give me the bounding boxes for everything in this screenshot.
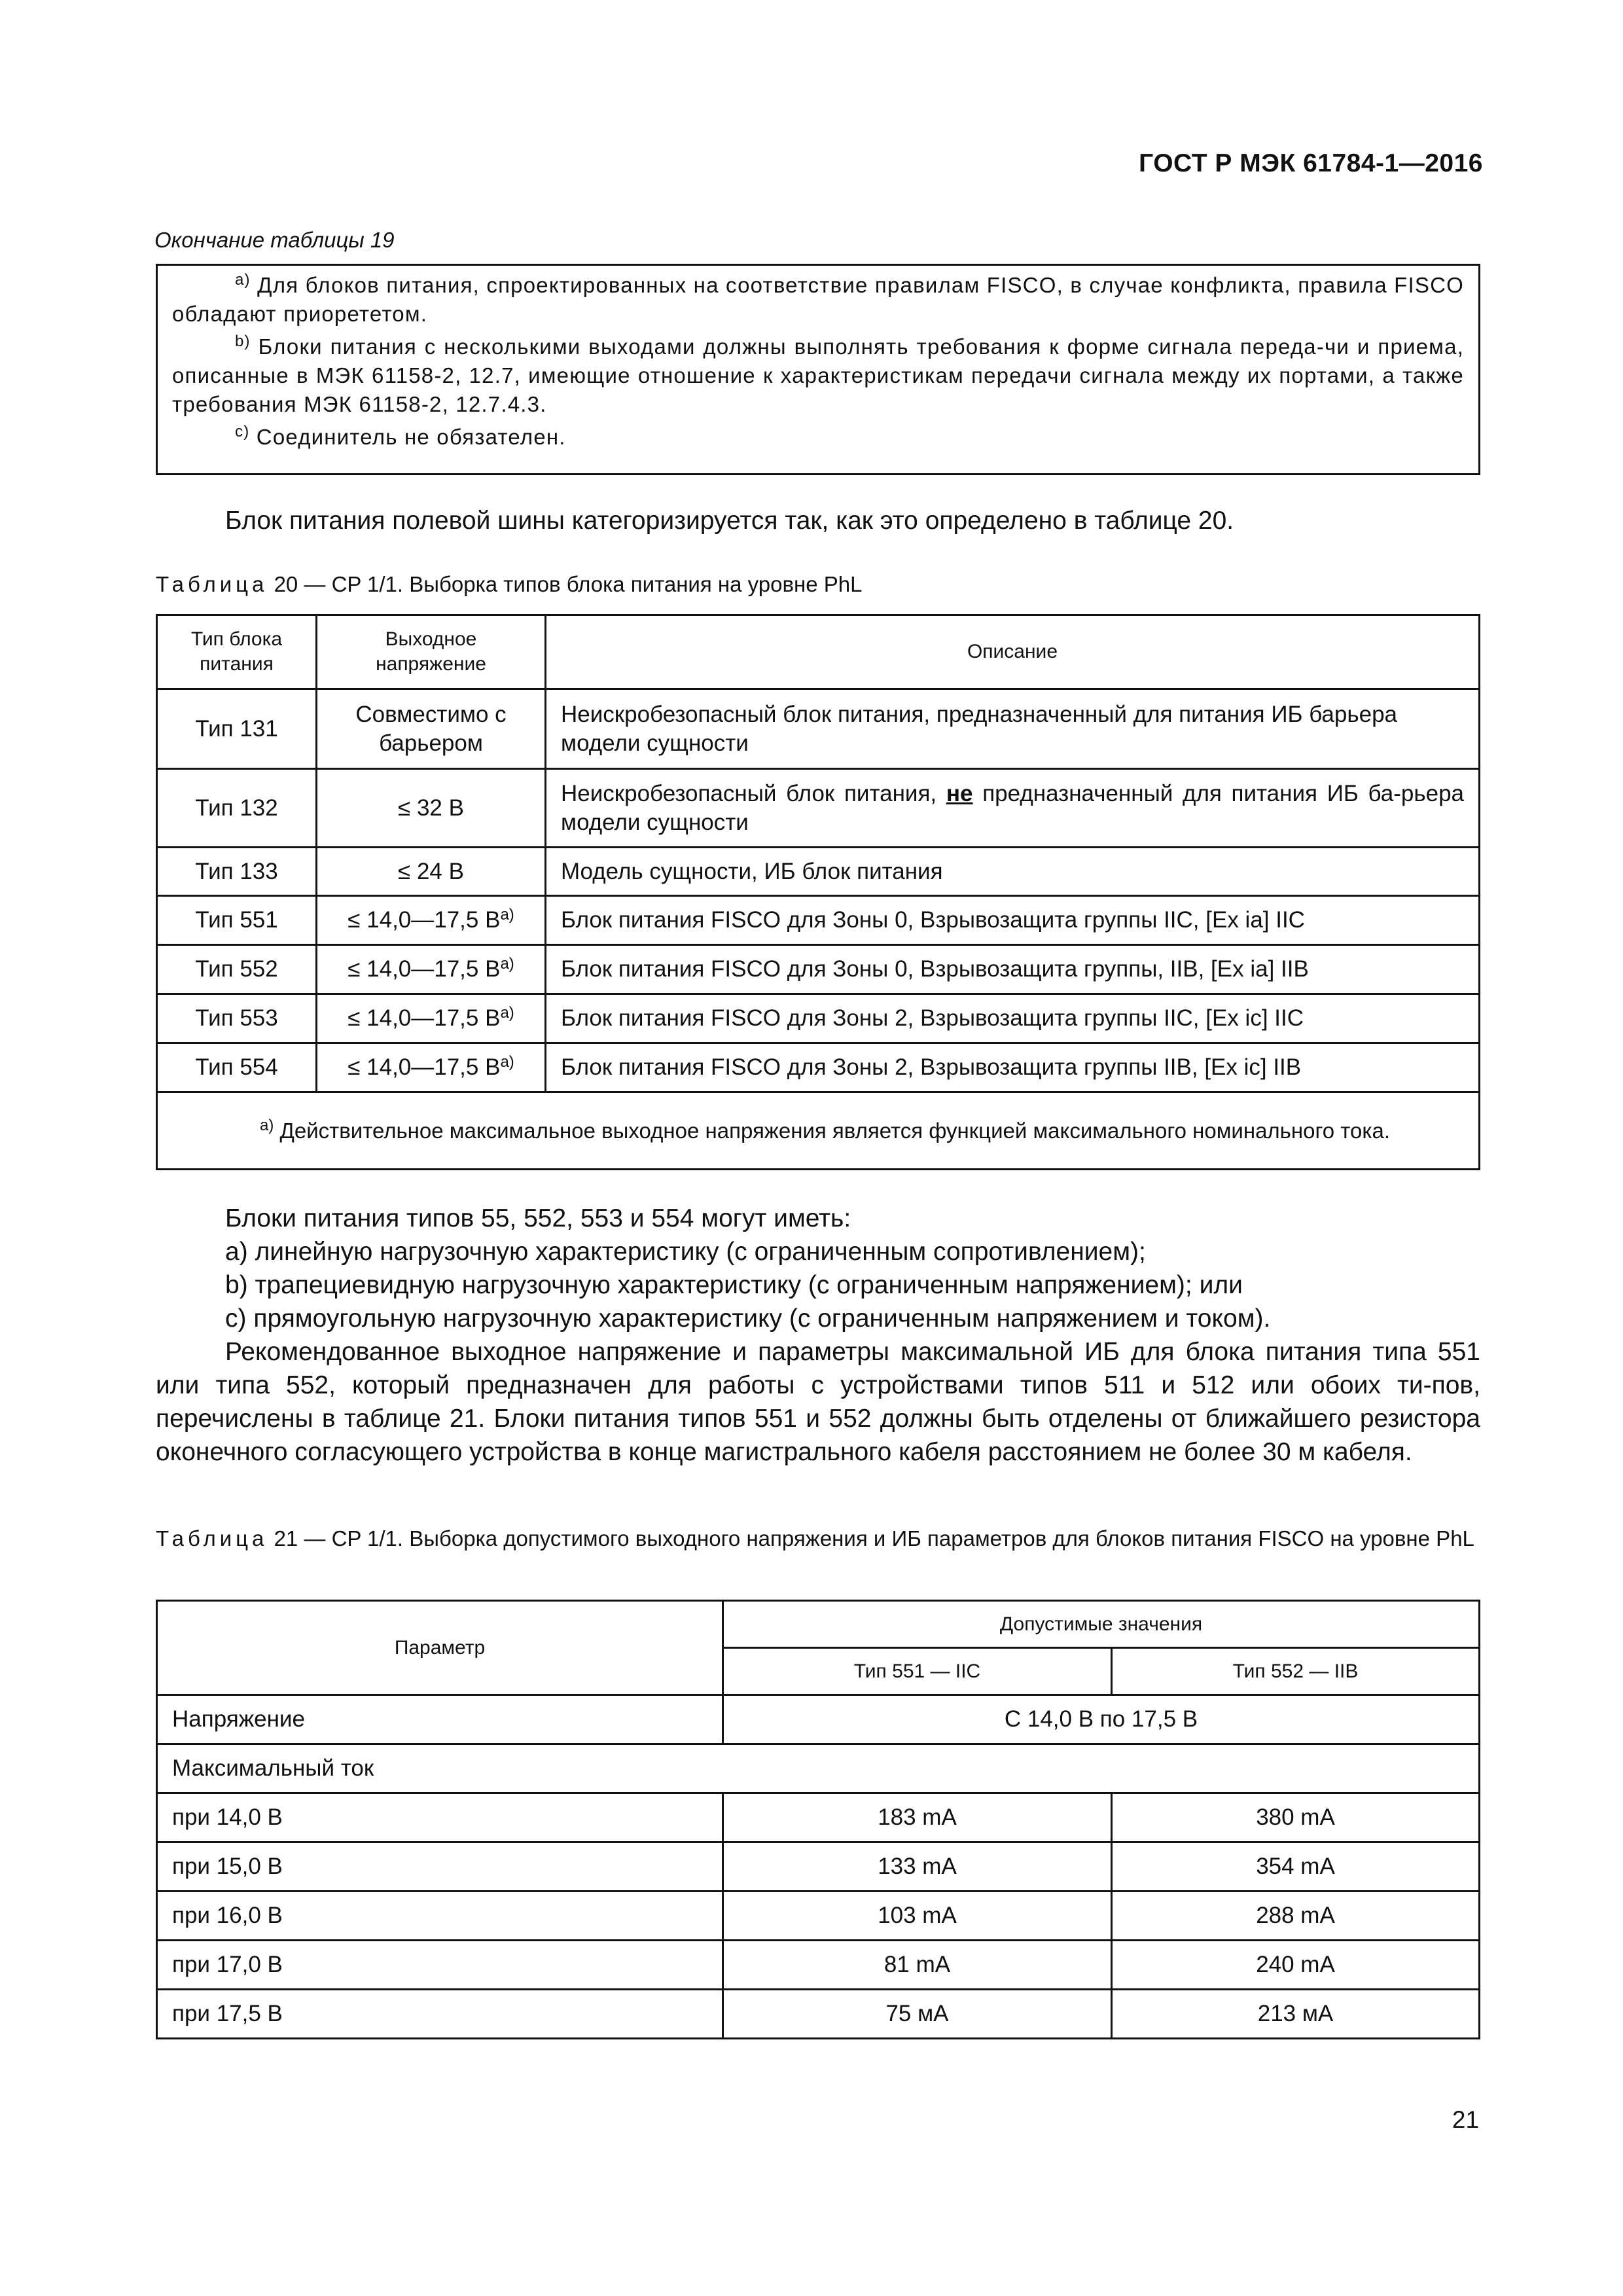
table-row: Тип 132 ≤ 32 В Неискробезопасный блок питания, не предназначенный для питания ИБ ба-рьера модели сущности <box>157 769 1480 848</box>
table19-continuation-caption: Окончание таблицы 19 <box>154 228 395 252</box>
table-row: Тип 553 ≤ 14,0—17,5 $В^{а)}$ Блок питания FISCO для Зоны 2, Взрывозащита группы IIC, [Ex ic] IIC <box>157 994 1480 1043</box>
table19-note: $^{b)}$ Блоки питания с несколькими выходами должны выполнять требования к форме сигнала переда-чи и приема, описанные в МЭК 61158-2, 12.7, имеющие отношение к характеристикам передачи сигнала между их портами, а также требования МЭК 61158-2, 12.7.4.3. <box>172 332 1464 416</box>
table19-note: $^{a)}$ Для блоков питания, спроектированных на соответствие правилам FISCO, в случае конфликта, правила FISCO обладают приорететом. <box>172 271 1464 326</box>
table-row: при 17,5 В 75 мА 213 мА <box>157 1990 1480 2039</box>
table-row: при 14,0 В 183 mA 380 mA <box>157 1793 1480 1842</box>
table20-footnote-row <box>157 1092 1480 1170</box>
standard-header: ГОСТ Р МЭК 61784-1—2016 <box>1139 149 1483 177</box>
table-row: Тип 554 ≤ 14,0—17,5 $В^{а)}$ Блок питания FISCO для Зоны 2, Взрывозащита группы IIB, [Ex ic] IIB <box>157 1043 1480 1092</box>
table-row: при 15,0 В 133 mA 354 mA <box>157 1842 1480 1892</box>
table19-note: $^{c)}$ Соединитель не обязателен. <box>235 423 566 449</box>
table21-header-552: Тип 552 — IIB <box>1112 1648 1480 1695</box>
table19-notes-box <box>156 264 1480 475</box>
table20-header-type: Тип блока питания <box>157 615 317 689</box>
table20-footnote: $^{а)}$ Действительное максимальное выходное напряжения является функцией максимального номинального тока. <box>157 1092 1480 1170</box>
table-row: Тип 551 ≤ 14,0—17,5 $В^{а)}$ Блок питания FISCO для Зоны 0, Взрывозащита группы IIC, [Ex ia] IIC <box>157 896 1480 945</box>
table-row: Тип 133 ≤ 24 В Модель сущности, ИБ блок питания <box>157 848 1480 896</box>
table20 <box>156 614 1480 1170</box>
table-row: Тип 552 ≤ 14,0—17,5 $В^{а)}$ Блок питания FISCO для Зоны 0, Взрывозащита группы, IIB, [Ex ia] IIB <box>157 945 1480 994</box>
table21-header-551: Тип 551 — IIC <box>723 1648 1112 1695</box>
table20-header-row <box>157 615 1480 689</box>
table21-header-param: Параметр <box>157 1601 723 1695</box>
table21-caption: Таблица 21 — CP 1/1. Выборка допустимого выходного напряжения и ИБ параметров для блоков питания FISCO на уровне PhL <box>156 1526 1474 1551</box>
table-row: при 16,0 В 103 mA 288 mA <box>157 1892 1480 1941</box>
table20-header-description: Описание <box>546 615 1480 689</box>
body-paragraphs: Блоки питания типов 55, 552, 553 и 554 могут иметь: a) линейную нагрузочную характеристику (с ограниченным сопротивлением); b) трапециевидную нагрузочную характеристику (с ограниченным напряжением); или c) прямоугольную нагрузочную характеристику (с ограниченным напряжением и током). Рекомендованное выходное напряжение и параметры максимальной ИБ для блока питания типа 551 или типа 552, который предназначен для работы с устройствами типов 511 и 512 или обоих ти-пов, перечислены в таблице 21. Блоки питания типов 551 и 552 должны быть отделены от ближайшего резистора оконечного согласующего устройства в конце магистрального кабеля расстоянием не более 30 м кабеля. <box>156 1204 1480 1466</box>
table20-caption: Таблица 20 — CP 1/1. Выборка типов блока питания на уровне PhL <box>156 572 863 596</box>
intro-paragraph: Блок питания полевой шины категоризируется так, как это определено в таблице 20. <box>225 507 1234 535</box>
table-row: Максимальный ток <box>157 1744 1480 1793</box>
table20-header-voltage: Выходное напряжение <box>317 615 546 689</box>
table21-header-allowed: Допустимые значения <box>723 1601 1480 1648</box>
page-number: 21 <box>1452 2106 1479 2133</box>
table-row: Напряжение С 14,0 В по 17,5 В <box>157 1695 1480 1744</box>
table-row: Тип 131 Совместимо с барьером Неискробезопасный блок питания, предназначенный для питания ИБ барьера модели сущности <box>157 689 1480 769</box>
table-row: при 17,0 В 81 mA 240 mA <box>157 1941 1480 1990</box>
table21 <box>156 1600 1480 2039</box>
